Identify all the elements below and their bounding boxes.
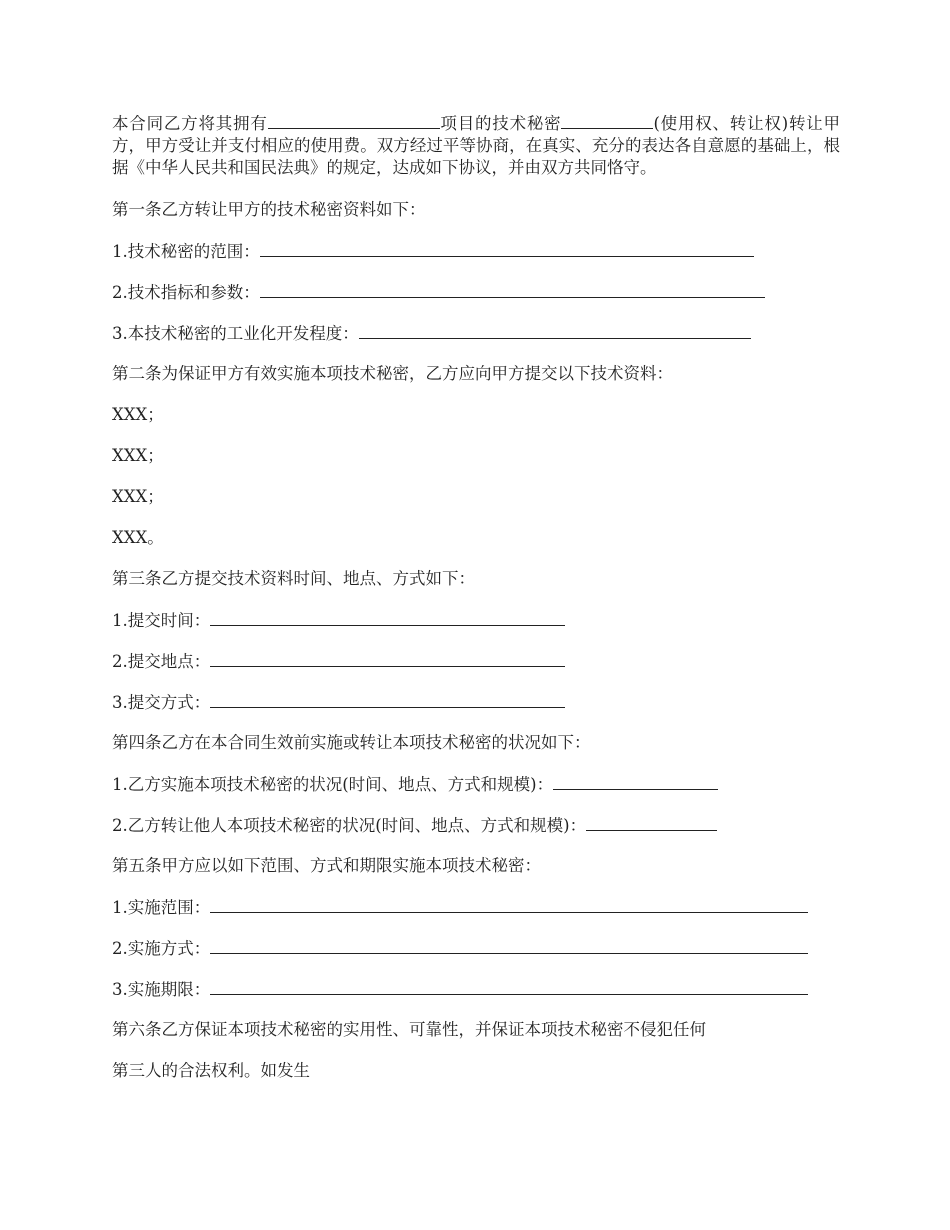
article3-heading: 第三条乙方提交技术资料时间、地点、方式如下：: [112, 569, 475, 588]
article1-item1-blank: [260, 240, 754, 257]
article5-item3: [112, 978, 840, 1000]
article2-heading: 第二条为保证甲方有效实施本项技术秘密，乙方应向甲方提交以下技术资料：: [112, 364, 673, 383]
article5-item1-label: 1.实施范围：: [112, 898, 211, 917]
article4-item1-blank: [553, 773, 718, 790]
article4-item2: [112, 814, 840, 836]
article2-list-item: XXX；: [112, 487, 164, 506]
article1-item3-label: 3.本技术秘密的工业化开发程度：: [112, 324, 359, 343]
article4-item1: [112, 773, 840, 795]
article3-item2-blank: [210, 650, 565, 667]
article1-item2-blank: [260, 281, 765, 298]
intro-part3: (使用权、转让权)转让甲方，甲方受让并支付相应的使用费。双方经过平等协商，在真实、充分的表达各自意愿的基础上，根据《中华人民共和国民法典》的规定，达成如下协议，并由双方共同恪守。: [112, 114, 841, 177]
article2-list-item: XXX。: [112, 528, 164, 547]
article4-item2-blank: [586, 814, 717, 831]
article1-item2-label: 2.技术指标和参数：: [112, 283, 260, 302]
article5-item2-label: 2.实施方式：: [112, 939, 211, 958]
article5-item3-label: 3.实施期限：: [112, 980, 211, 999]
article4-item1-label: 1.乙方实施本项技术秘密的状况(时间、地点、方式和规模)：: [112, 775, 554, 794]
intro-part1: 本合同乙方将其拥有: [112, 114, 268, 133]
article1-heading: 第一条乙方转让甲方的技术秘密资料如下：: [112, 200, 426, 219]
article5-item2-blank: [210, 937, 808, 954]
article2-list-item: XXX；: [112, 405, 164, 424]
intro-paragraph: [112, 112, 840, 179]
article2-list-item: XXX；: [112, 446, 164, 465]
article3-item3-label: 3.提交方式：: [112, 693, 211, 712]
article3-item1-label: 1.提交时间：: [112, 611, 211, 630]
article3-item3-blank: [210, 691, 565, 708]
article6-line2: 第三人的合法权利。如发生: [112, 1061, 310, 1080]
article3-item2-label: 2.提交地点：: [112, 652, 211, 671]
article3-item1-blank: [210, 609, 565, 626]
article5-item1-blank: [210, 896, 808, 913]
article5-heading: 第五条甲方应以如下范围、方式和期限实施本项技术秘密：: [112, 856, 541, 875]
article5-item1: [112, 896, 840, 918]
article1-item1: [112, 240, 840, 262]
article1-item3-blank: [359, 322, 751, 339]
article1-item3: [112, 322, 840, 344]
article5-item2: [112, 937, 840, 959]
article1-item1-label: 1.技术秘密的范围：: [112, 242, 260, 261]
article3-item3: [112, 691, 840, 713]
article3-item2: [112, 650, 840, 672]
article4-item2-label: 2.乙方转让他人本项技术秘密的状况(时间、地点、方式和规模)：: [112, 816, 587, 835]
project-name-blank: [268, 112, 440, 129]
article4-heading: 第四条乙方在本合同生效前实施或转让本项技术秘密的状况如下：: [112, 733, 591, 752]
intro-part2: 项目的技术秘密: [439, 114, 562, 133]
right-type-blank: [561, 112, 653, 129]
article5-item3-blank: [210, 978, 808, 995]
article6-line1: 第六条乙方保证本项技术秘密的实用性、可靠性，并保证本项技术秘密不侵犯任何: [112, 1020, 706, 1039]
article1-item2: [112, 281, 840, 303]
article3-item1: [112, 609, 840, 631]
